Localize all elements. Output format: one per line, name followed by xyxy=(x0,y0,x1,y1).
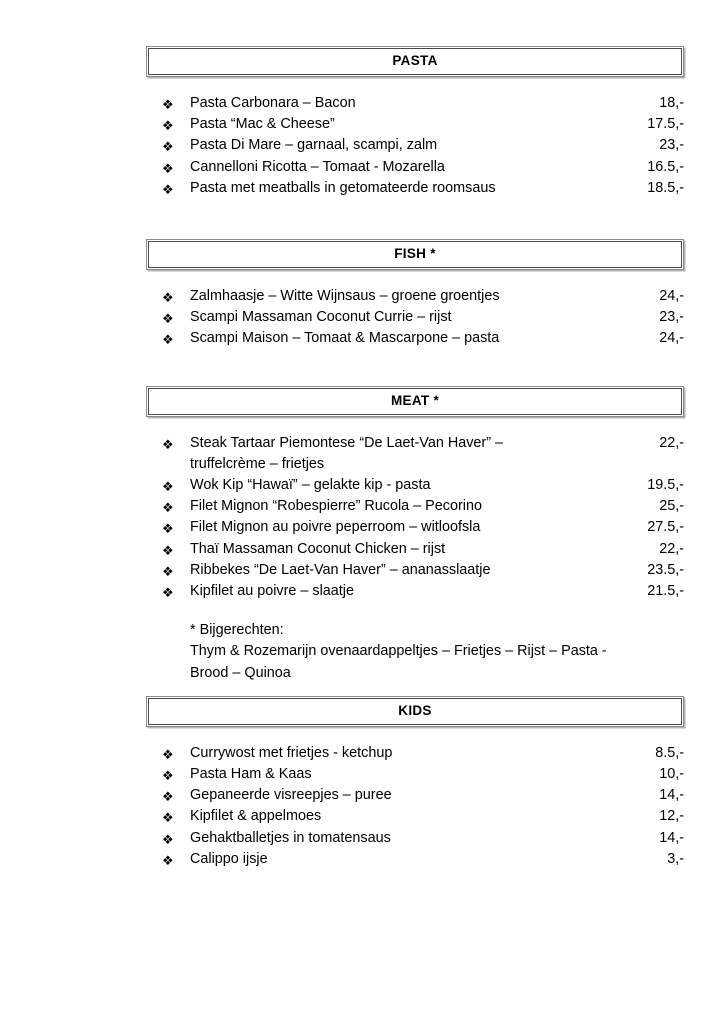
menu-item xyxy=(146,135,684,156)
menu-body xyxy=(146,46,684,870)
menu-item xyxy=(146,785,684,806)
menu-item-price: 10,- xyxy=(659,766,684,783)
menu-item-price: 8.5,- xyxy=(655,744,684,761)
menu-item xyxy=(146,178,684,199)
menu-item-price: 24,- xyxy=(659,330,684,347)
menu-item-price: 18,- xyxy=(659,95,684,111)
menu-item-price: 16.5,- xyxy=(647,158,684,175)
diamond-bullet-icon: ❖ xyxy=(162,97,174,112)
menu-item xyxy=(146,475,684,496)
menu-item xyxy=(146,539,684,560)
spacer xyxy=(146,350,684,386)
section-meat xyxy=(146,386,684,696)
menu-item-price: 23,- xyxy=(659,137,684,154)
menu-item-price: 21.5,- xyxy=(647,583,684,600)
menu-item-name: Kipfilet au poivre – slaatje xyxy=(190,583,354,600)
section-header-inner-fish xyxy=(148,241,682,268)
menu-item-name: Scampi Massaman Coconut Currie – rijst xyxy=(190,309,452,326)
side-dishes-note-heading: * Bijgerechten: xyxy=(190,622,284,639)
menu-item-price: 25,- xyxy=(659,498,684,515)
menu-item-name: Pasta Di Mare – garnaal, scampi, zalm xyxy=(190,137,438,154)
section-header-kids xyxy=(146,696,684,727)
diamond-bullet-icon: ❖ xyxy=(162,139,174,155)
spacer xyxy=(146,727,684,743)
menu-item-name: Wok Kip “Hawaï” – gelakte kip - pasta xyxy=(190,477,431,494)
diamond-bullet-icon: ❖ xyxy=(162,160,174,176)
menu-item-price: 18.5,- xyxy=(647,179,684,196)
menu-item xyxy=(146,517,684,538)
side-dishes-note-line3: Brood – Quinoa xyxy=(190,664,291,681)
section-header-inner-meat xyxy=(148,388,682,415)
spacer xyxy=(146,684,684,696)
menu-item xyxy=(146,286,684,307)
menu-item-price: 14,- xyxy=(659,787,684,804)
menu-item-name: Scampi Maison – Tomaat & Mascarpone – pasta xyxy=(190,330,500,347)
menu-item-price: 23.5,- xyxy=(647,561,684,578)
menu-item xyxy=(146,806,684,827)
spacer xyxy=(146,602,684,620)
menu-item-name: Filet Mignon “Robespierre” Rucola – Pecorino xyxy=(190,498,482,515)
menu-item-name: Zalmhaasje – Witte Wijnsaus – groene groentjes xyxy=(190,288,500,305)
menu-item-name: Gehaktballetjes in tomatensaus xyxy=(190,829,391,846)
section-header-meat xyxy=(146,386,684,417)
menu-item xyxy=(146,307,684,328)
spacer xyxy=(146,270,684,286)
menu-item xyxy=(146,849,684,870)
section-header-inner-kids xyxy=(148,698,682,725)
diamond-bullet-icon: ❖ xyxy=(162,768,174,784)
section-title-fish: FISH * xyxy=(394,246,436,262)
menu-item-name: Currywost met frietjes - ketchup xyxy=(190,744,393,761)
menu-item-name: Filet Mignon au poivre peperroom – witloofsla xyxy=(190,519,481,536)
diamond-bullet-icon: ❖ xyxy=(162,789,174,805)
menu-item-price: 24,- xyxy=(659,288,684,305)
menu-item xyxy=(146,114,684,135)
diamond-bullet-icon: ❖ xyxy=(162,290,174,306)
item-list-kids xyxy=(146,743,684,870)
diamond-bullet-icon: ❖ xyxy=(162,521,174,537)
section-header-pasta xyxy=(146,46,684,77)
diamond-bullet-icon: ❖ xyxy=(162,563,174,579)
diamond-bullet-icon: ❖ xyxy=(162,810,174,826)
menu-item xyxy=(146,433,684,475)
diamond-bullet-icon: ❖ xyxy=(162,585,174,601)
menu-item-price: 12,- xyxy=(659,808,684,825)
diamond-bullet-icon: ❖ xyxy=(162,831,174,847)
item-list-fish xyxy=(146,286,684,350)
side-dishes-note-line2: Thym & Rozemarijn ovenaardappeltjes – Frietjes – Rijst – Pasta - xyxy=(190,643,607,660)
section-fish xyxy=(146,239,684,350)
menu-item xyxy=(146,581,684,602)
menu-item xyxy=(146,328,684,349)
menu-item-name: Pasta Ham & Kaas xyxy=(190,766,312,783)
menu-item-price: 22,- xyxy=(659,540,684,557)
section-pasta xyxy=(146,46,684,199)
diamond-bullet-icon: ❖ xyxy=(162,542,174,558)
menu-item-name: Ribbekes “De Laet-Van Haver” – ananasslaatje xyxy=(190,561,491,578)
section-kids xyxy=(146,696,684,870)
menu-item-price: 23,- xyxy=(659,309,684,326)
menu-item-price: 14,- xyxy=(659,829,684,846)
side-dishes-note xyxy=(146,620,684,684)
menu-item xyxy=(146,157,684,178)
section-title-kids: KIDS xyxy=(398,702,432,718)
menu-item-price: 17.5,- xyxy=(647,116,684,133)
menu-item-name: Pasta “Mac & Cheese” xyxy=(190,116,335,133)
item-list-meat xyxy=(146,433,684,603)
section-header-inner-pasta xyxy=(148,48,682,75)
menu-item-name: Cannelloni Ricotta – Tomaat - Mozarella xyxy=(190,158,445,175)
menu-item-name: Thaï Massaman Coconut Chicken – rijst xyxy=(190,540,446,557)
menu-item-name: Pasta met meatballs in getomateerde roomsaus xyxy=(190,179,496,196)
menu-item xyxy=(146,496,684,517)
menu-item-price: 3,- xyxy=(667,850,684,867)
menu-item-name: Gepaneerde visreepjes – puree xyxy=(190,787,392,804)
diamond-bullet-icon: ❖ xyxy=(162,181,174,197)
menu-item-name: Pasta Carbonara – Bacon xyxy=(190,95,356,111)
section-title-meat: MEAT * xyxy=(390,392,440,408)
diamond-bullet-icon: ❖ xyxy=(162,746,174,762)
diamond-bullet-icon: ❖ xyxy=(162,479,174,495)
menu-item-price: 19.5,- xyxy=(647,477,684,494)
menu-item xyxy=(146,560,684,581)
spacer xyxy=(146,417,684,433)
diamond-bullet-icon: ❖ xyxy=(162,436,174,452)
spacer xyxy=(146,77,684,93)
menu-item xyxy=(146,743,684,764)
menu-item-price: 22,- xyxy=(659,434,684,451)
spacer xyxy=(146,199,684,239)
menu-item-name: Kipfilet & appelmoes xyxy=(190,808,322,825)
item-list-pasta xyxy=(146,93,684,199)
menu-item-name: Calippo ijsje xyxy=(190,850,268,867)
menu-item-name-line2: truffelcrème – frietjes xyxy=(190,455,325,472)
menu-item xyxy=(146,828,684,849)
menu-item-name xyxy=(190,433,622,475)
diamond-bullet-icon: ❖ xyxy=(162,852,174,868)
section-header-fish xyxy=(146,239,684,270)
diamond-bullet-icon: ❖ xyxy=(162,500,174,516)
menu-item-name-line1: Steak Tartaar Piemontese “De Laet-Van Haver” – xyxy=(190,434,504,451)
section-title-pasta: PASTA xyxy=(392,53,438,68)
diamond-bullet-icon: ❖ xyxy=(162,118,174,134)
menu-item xyxy=(146,93,684,114)
diamond-bullet-icon: ❖ xyxy=(162,311,174,327)
diamond-bullet-icon: ❖ xyxy=(162,332,174,348)
menu-item-price: 27.5,- xyxy=(647,519,684,536)
menu-item xyxy=(146,764,684,785)
